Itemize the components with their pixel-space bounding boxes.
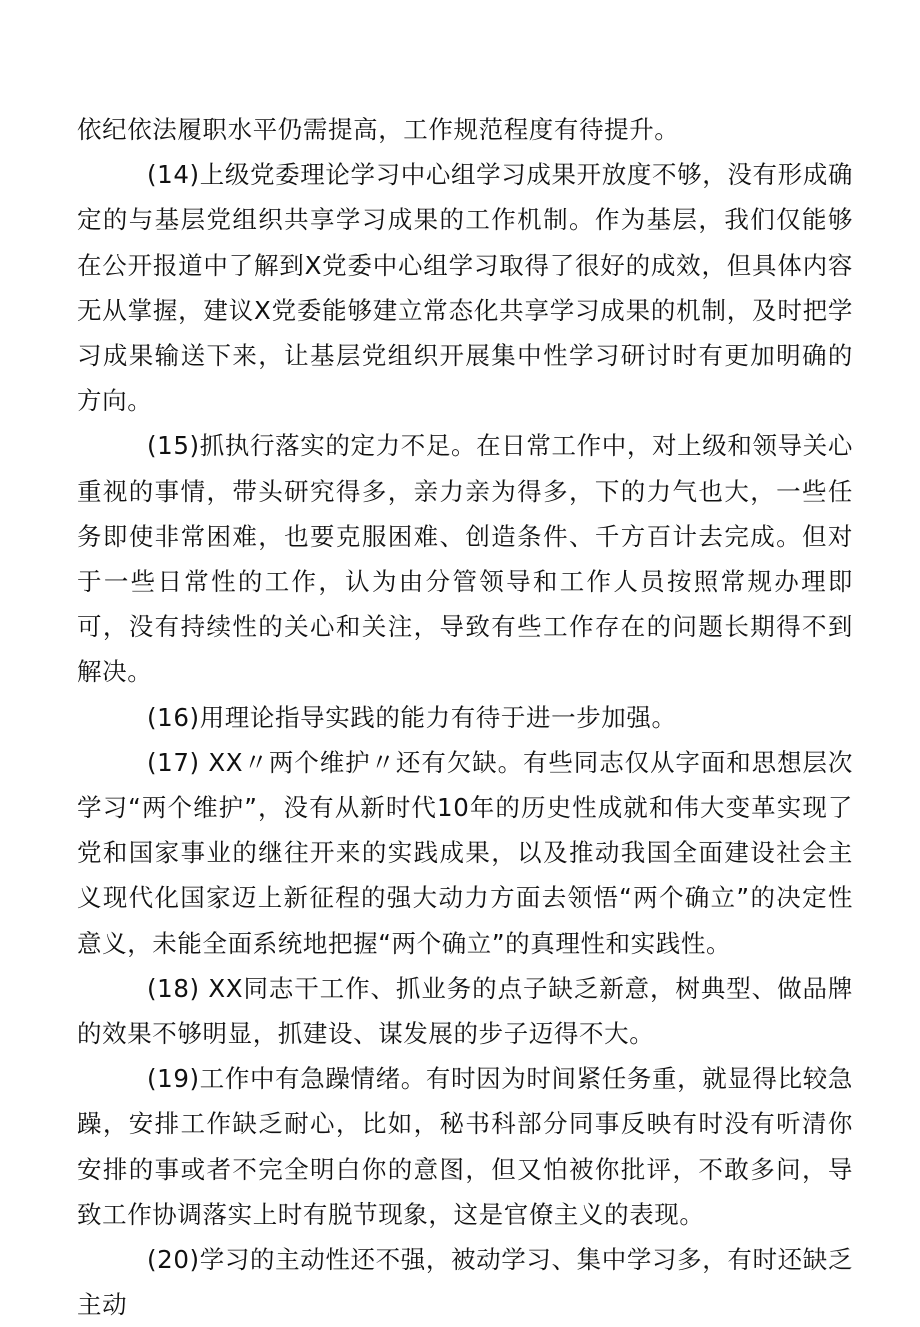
- paragraph-item-17: (17) XX〃两个维护〃还有欠缺。有些同志仅从字面和思想层次学习“两个维护”，没有从新时代10年的历史性成就和伟大变革实现了党和国家事业的继往开来的实践成果，以及推动我国全面建设社会主义现代化国家迈上新征程的强大动力方面去领悟“两个确立”的决定性意义，未能全面系统地把握“两个确立”的真理性和实践性。: [77, 747, 853, 958]
- paragraph-item-14: (14)上级党委理论学习中心组学习成果开放度不够，没有形成确定的与基层党组织共享学习成果的工作机制。作为基层，我们仅能够在公开报道中了解到X党委中心组学习取得了很好的成效，但具体内容无从掌握，建议X党委能够建立常态化共享学习成果的机制，及时把学习成果输送下来，让基层党组织开展集中性学习研讨时有更加明确的方向。: [77, 160, 853, 416]
- paragraph-item-15: (15)抓执行落实的定力不足。在日常工作中，对上级和领导关心重视的事情，带头研究得多，亲力亲为得多，下的力气也大，一些任务即使非常困难，也要克服困难、创造条件、千方百计去完成。但对于一些日常性的工作，认为由分管领导和工作人员按照常规办理即可，没有持续性的关心和关注，导致有些工作存在的问题长期得不到解决。: [77, 431, 853, 687]
- paragraph-item-20: (20)学习的主动性还不强，被动学习、集中学习多，有时还缺乏主动: [77, 1245, 853, 1320]
- document-body: [77, 107, 853, 1327]
- paragraph-item-18: (18) XX同志干工作、抓业务的点子缺乏新意，树典型、做品牌的效果不够明显，抓建设、谋发展的步子迈得不大。: [77, 973, 853, 1049]
- paragraph-item-19: (19)工作中有急躁情绪。有时因为时间紧任务重，就显得比较急躁，安排工作缺乏耐心，比如，秘书科部分同事反映有时没有听清你安排的事或者不完全明白你的意图，但又怕被你批评，不敢多问，导致工作协调落实上时有脱节现象，这是官僚主义的表现。: [77, 1064, 853, 1229]
- paragraph-continuation: 依纪依法履职水平仍需提高，工作规范程度有待提升。: [77, 115, 680, 144]
- paragraph-item-16: (16)用理论指导实践的能力有待于进一步加强。: [147, 702, 677, 732]
